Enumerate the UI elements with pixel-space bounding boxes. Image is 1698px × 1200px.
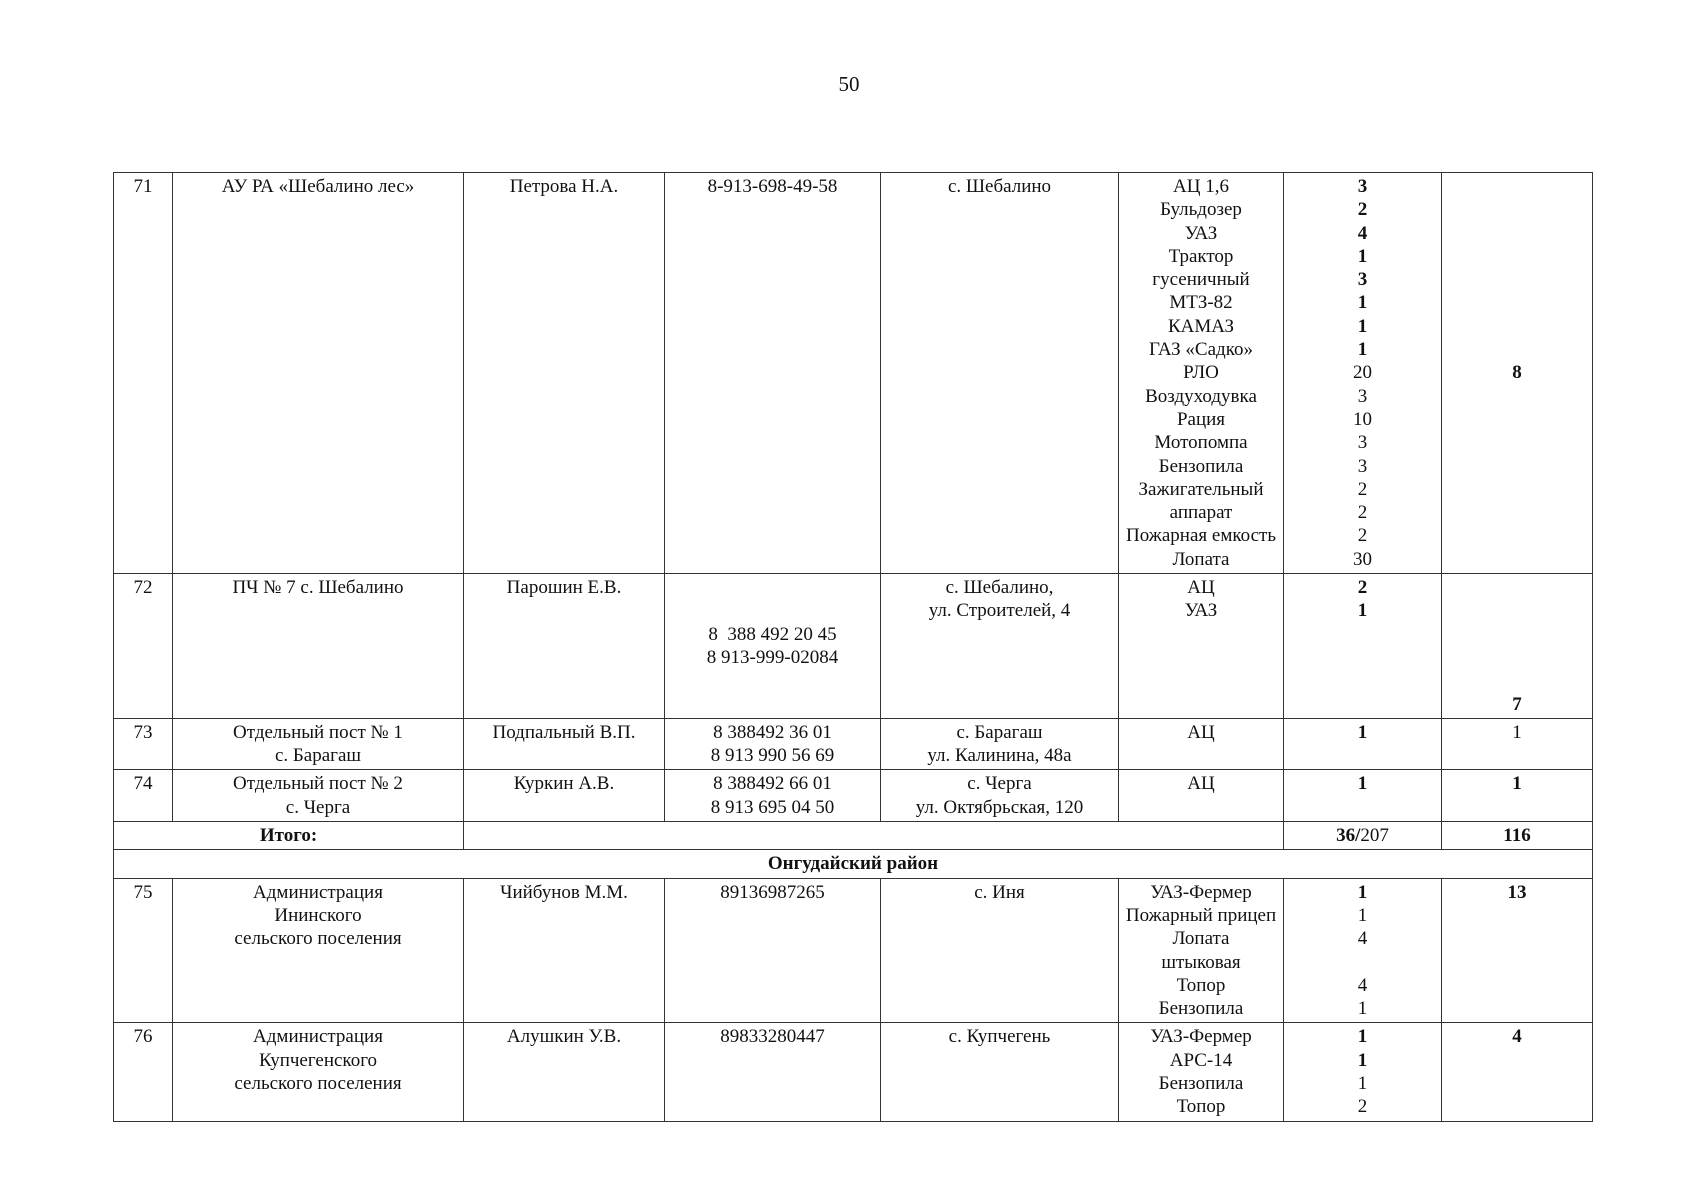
staff-count: 4 (1442, 1023, 1593, 1121)
quantity-list: 3 2 4 1 3 1 1 1 20 3 10 3 3 2 2 2 30 (1284, 173, 1442, 574)
table-row (114, 1023, 1593, 1121)
organization-cell: ПЧ № 7 с. Шебалино (173, 574, 464, 719)
organization-cell: Администрация Купчегенского сельского поселения (173, 1023, 464, 1121)
phone-cell: 89833280447 (665, 1023, 881, 1121)
quantity-list: 2 1 (1284, 574, 1442, 719)
address-cell: с. Купчегень (881, 1023, 1119, 1121)
equipment-list: УАЗ-Фермер АРС-14 Бензопила Топор (1119, 1023, 1284, 1121)
quantity-list: 1 (1284, 718, 1442, 770)
row-number: 72 (114, 574, 173, 719)
address-cell: с. Черга ул. Октябрьская, 120 (881, 770, 1119, 822)
staff-count: 7 (1442, 574, 1593, 719)
organization-cell: Администрация Ининского сельского поселения (173, 878, 464, 1023)
table-row (114, 173, 1593, 574)
district-row (114, 850, 1593, 878)
total-label: Итого: (114, 822, 464, 850)
row-number: 76 (114, 1023, 173, 1121)
address-cell: с. Барагаш ул. Калинина, 48а (881, 718, 1119, 770)
row-number: 73 (114, 718, 173, 770)
quantity-list: 1 1 4 4 1 (1284, 878, 1442, 1023)
equipment-list: АЦ 1,6 Бульдозер УАЗ Трактор гусеничный МТЗ-82 КАМАЗ ГАЗ «Садко» РЛО Воздуходувка Рация Мотопомпа Бензопила Зажигательный аппарат Пожарная емкость Лопата (1119, 173, 1284, 574)
total-quantity: 36/207 (1284, 822, 1442, 850)
organization-cell: Отдельный пост № 2 с. Черга (173, 770, 464, 822)
page-number: 50 (838, 72, 860, 96)
staff-count: 8 (1442, 173, 1593, 574)
address-cell: с. Шебалино (881, 173, 1119, 574)
phone-cell: 8 388 492 20 45 8 913-999-02084 (665, 574, 881, 719)
total-staff: 116 (1442, 822, 1593, 850)
row-number: 75 (114, 878, 173, 1023)
staff-count: 1 (1442, 718, 1593, 770)
equipment-list: УАЗ-Фермер Пожарный прицеп Лопата штыковая Топор Бензопила (1119, 878, 1284, 1023)
responsible-person: Чийбунов М.М. (464, 878, 665, 1023)
responsible-person: Алушкин У.В. (464, 1023, 665, 1121)
responsible-person: Парошин Е.В. (464, 574, 665, 719)
table-row (114, 574, 1593, 719)
total-row (114, 822, 1593, 850)
equipment-table (113, 172, 1593, 1122)
phone-cell: 89136987265 (665, 878, 881, 1023)
quantity-list: 1 1 1 2 (1284, 1023, 1442, 1121)
phone-cell: 8-913-698-49-58 (665, 173, 881, 574)
equipment-list: АЦ УАЗ (1119, 574, 1284, 719)
staff-count: 13 (1442, 878, 1593, 1023)
row-number: 74 (114, 770, 173, 822)
responsible-person: Куркин А.В. (464, 770, 665, 822)
total-spacer (464, 822, 1284, 850)
quantity-list: 1 (1284, 770, 1442, 822)
district-title: Онгудайский район (114, 850, 1593, 878)
phone-cell: 8 388492 36 01 8 913 990 56 69 (665, 718, 881, 770)
table-row (114, 878, 1593, 1023)
organization-cell: Отдельный пост № 1 с. Барагаш (173, 718, 464, 770)
staff-count: 1 (1442, 770, 1593, 822)
responsible-person: Подпальный В.П. (464, 718, 665, 770)
row-number: 71 (114, 173, 173, 574)
table-row (114, 770, 1593, 822)
equipment-list: АЦ (1119, 770, 1284, 822)
table-row (114, 718, 1593, 770)
phone-cell: 8 388492 66 01 8 913 695 04 50 (665, 770, 881, 822)
address-cell: с. Иня (881, 878, 1119, 1023)
organization-cell: АУ РА «Шебалино лес» (173, 173, 464, 574)
equipment-list: АЦ (1119, 718, 1284, 770)
responsible-person: Петрова Н.А. (464, 173, 665, 574)
address-cell: с. Шебалино, ул. Строителей, 4 (881, 574, 1119, 719)
